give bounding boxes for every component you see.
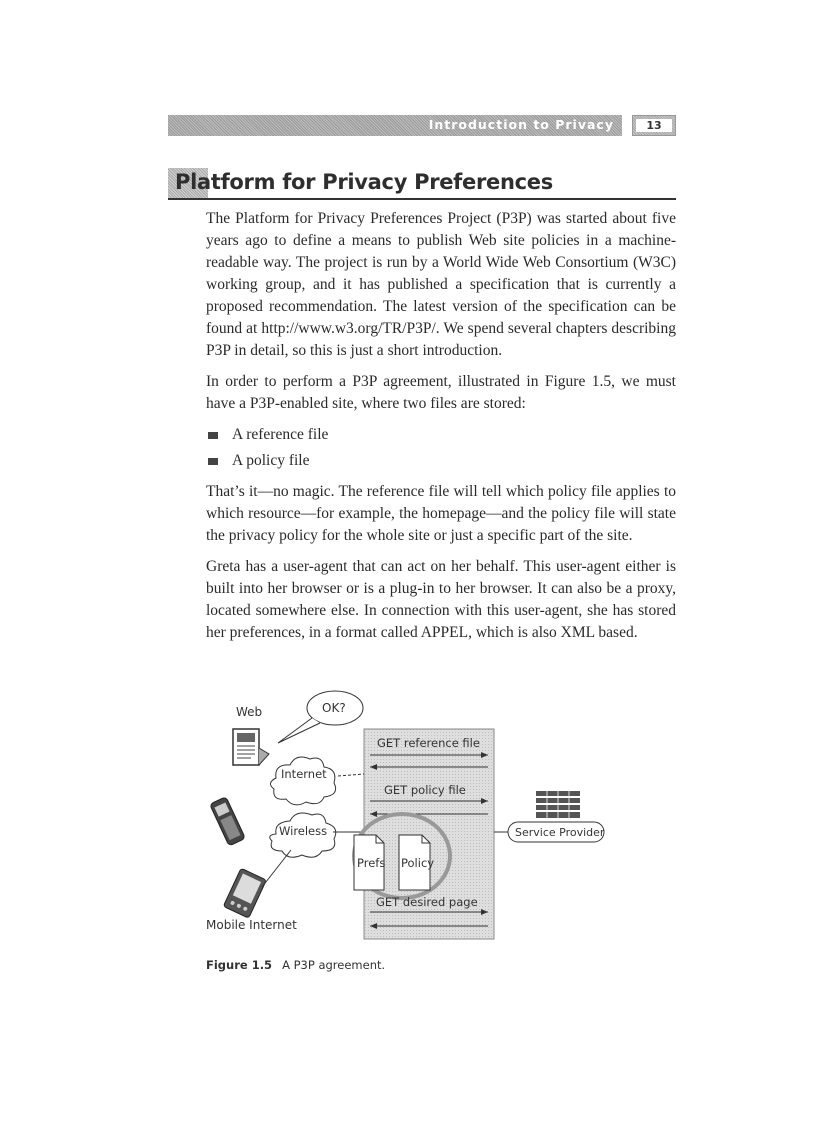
running-header-title: Introduction to Privacy	[428, 117, 614, 132]
server-icon	[536, 791, 580, 818]
page-number: 13	[636, 119, 672, 132]
paragraph-user-agent: Greta has a user-agent that can act on her behalf. This user-agent either is built into her browser or is a plug-in to her browser. It can also be a proxy, located somewhere else. In connection with this user-agent, she has stored her preferences, in a format called APPEL, which is also XML based.	[206, 558, 676, 641]
section-heading: Platform for Privacy Preferences	[175, 170, 553, 194]
get-reference-label: GET reference file	[377, 736, 480, 750]
pda-icon	[223, 868, 266, 918]
figure-p3p-agreement	[206, 690, 676, 950]
paragraph-p3p-intro: The Platform for Privacy Preferences Project (P3P) was started about five years ago to define a means to publish Web site policies in a machine-readable way. The project is run by a World Wide Web Consortium (W3C) working group, and it has published a specification that is currently a proposed recommendation. The latest version of the specification can be found at http://www.w3.org/TR/P3P/. We spend several chapters describing P3P in detail, so this is just a short introduction.	[206, 210, 676, 359]
paragraph-agreement: In order to perform a P3P agreement, illustrated in Figure 1.5, we must have a P3P-enabled site, where two files are stored:	[206, 373, 676, 412]
list-item: A policy file	[206, 450, 676, 472]
mobile-internet-label: Mobile Internet	[206, 918, 297, 932]
wireless-label: Wireless	[279, 824, 328, 838]
web-page-icon	[233, 729, 269, 765]
running-header-bar	[168, 115, 622, 136]
get-policy-label: GET policy file	[384, 783, 466, 797]
page-number-box	[632, 115, 676, 136]
ok-bubble-tail	[278, 718, 320, 743]
service-provider-label: Service Provider	[515, 826, 605, 839]
bullet-list	[206, 424, 676, 472]
caption-text: A P3P agreement.	[282, 958, 386, 972]
heading-rule	[168, 198, 676, 200]
internet-label: Internet	[281, 767, 327, 781]
prefs-label: Prefs	[357, 856, 386, 870]
body-text	[206, 208, 676, 653]
paragraph-no-magic: That’s it—no magic. The reference file will tell which policy file applies to which resource—for example, the homepage—and the policy file will state the privacy policy for the whole site or just a specific part of the site.	[206, 483, 676, 544]
get-page-label: GET desired page	[376, 895, 478, 909]
policy-label: Policy	[401, 856, 435, 870]
ok-label: OK?	[322, 701, 346, 715]
bullet-icon	[208, 458, 218, 465]
figure-diagram	[206, 690, 676, 950]
web-label: Web	[236, 705, 263, 719]
caption-label: Figure 1.5	[206, 958, 273, 972]
list-item: A reference file	[206, 424, 676, 446]
internet-link	[338, 774, 364, 776]
pda-link	[262, 850, 291, 887]
bullet-icon	[208, 432, 218, 439]
figure-caption	[206, 958, 385, 972]
mobile-phone-icon	[210, 797, 246, 846]
